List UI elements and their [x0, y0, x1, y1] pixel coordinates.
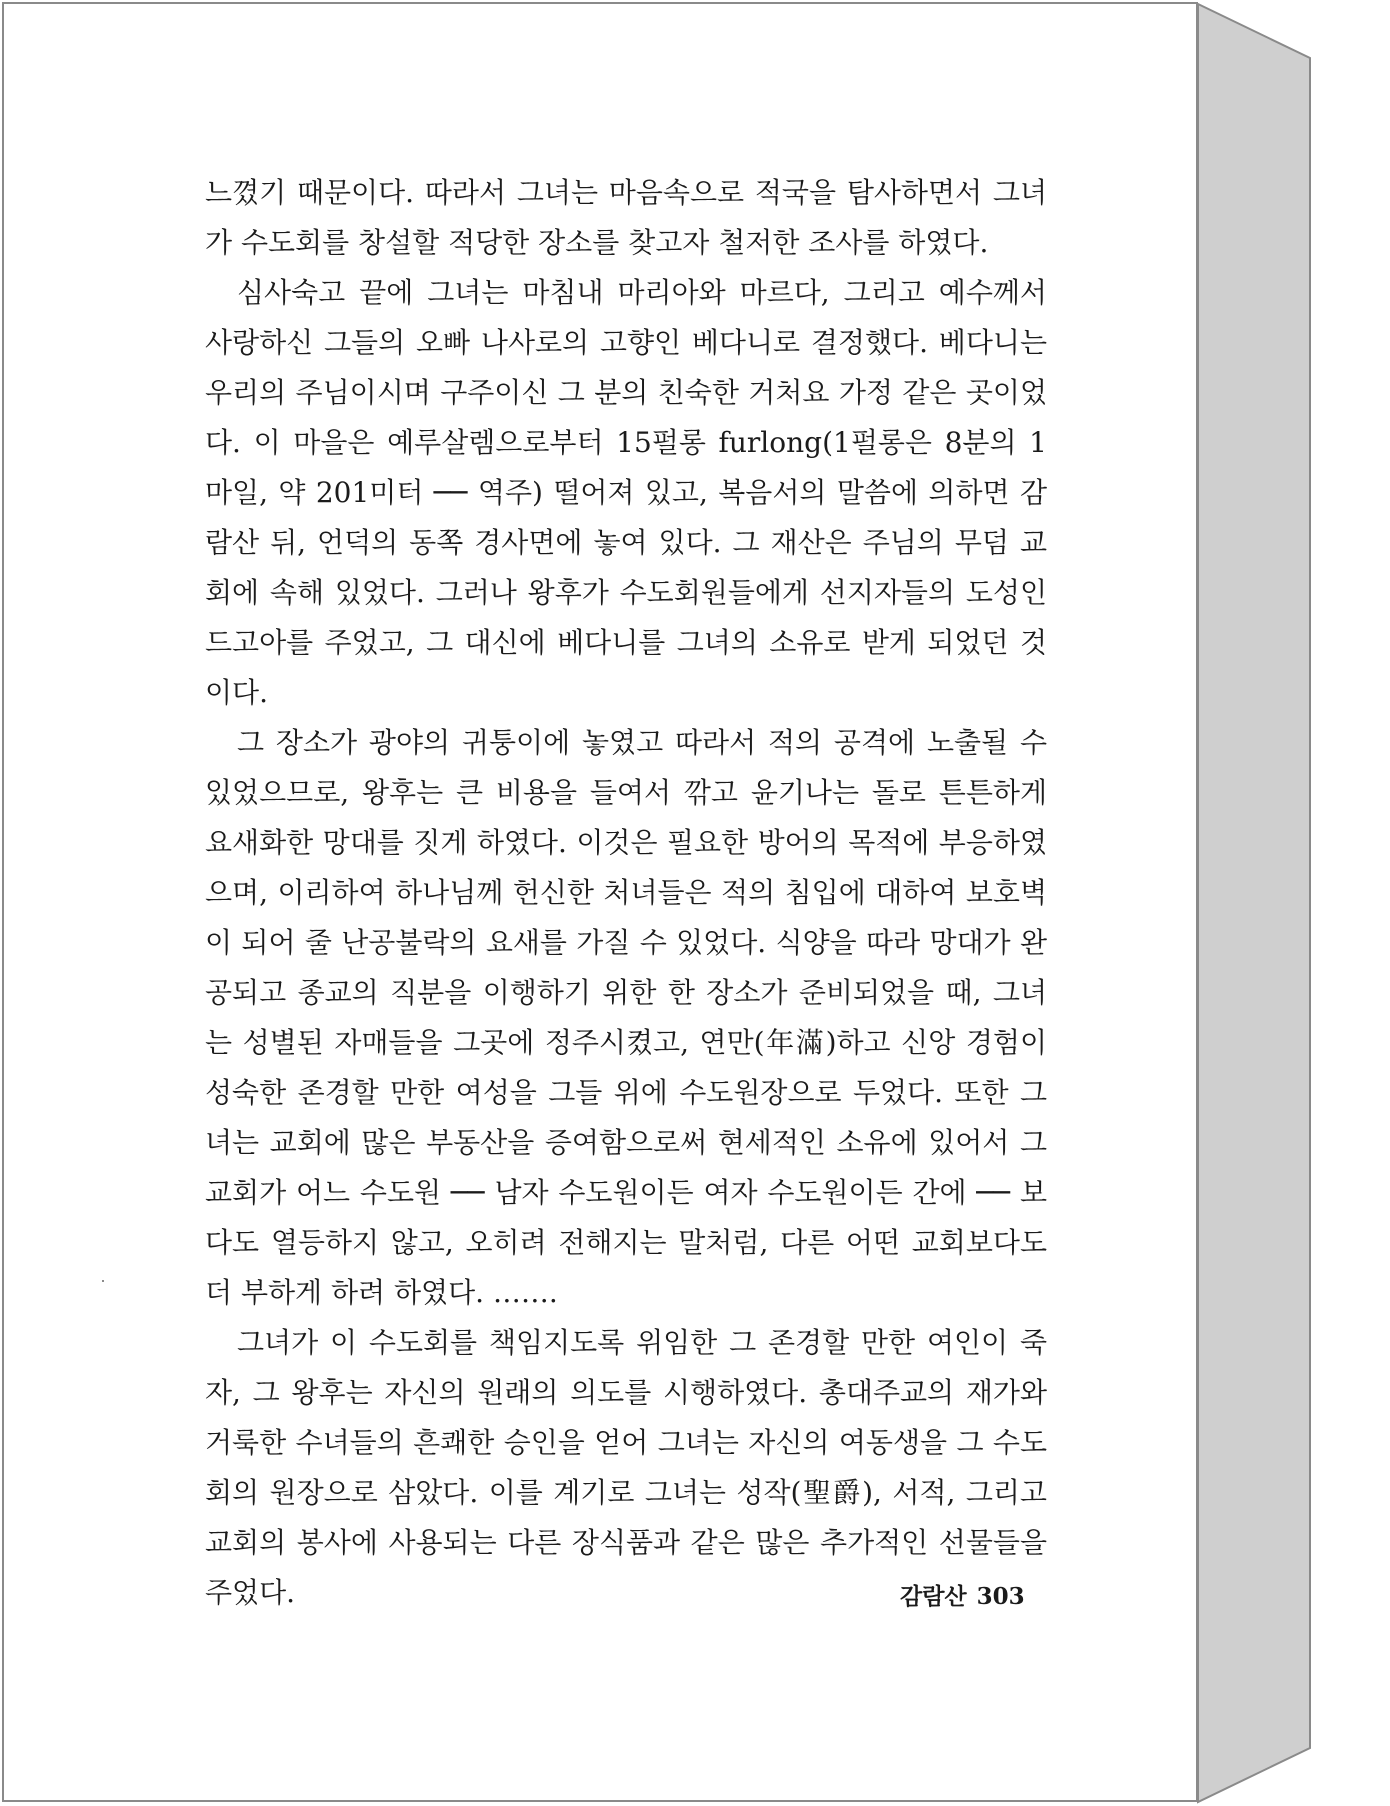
scan-speck [102, 1280, 104, 1282]
paragraph-1: 느꼈기 때문이다. 따라서 그녀는 마음속으로 적국을 탐사하면서 그녀가 수도회를 창설할 적당한 장소를 찾고자 철저한 조사를 하였다. [205, 176, 1047, 259]
paragraph-4: 그녀가 이 수도회를 책임지도록 위임한 그 존경할 만한 여인이 죽자, 그 왕후는 자신의 원래의 의도를 시행하였다. 총대주교의 재가와 거룩한 수녀들의 흔쾌한 승인을 얻어 그녀는 자신의 여동생을 그 수도회의 원장으로 삼았다. 이를 계기로 그녀는 성작(聖爵), 서적, 그리고 교회의 봉사에 사용되는 다른 장식품과 같은 많은 추가적인 선물들을 주었다. [205, 1326, 1047, 1609]
page-number: 303 [976, 1583, 1025, 1610]
paragraph-3: 그 장소가 광야의 귀퉁이에 놓였고 따라서 적의 공격에 노출될 수 있었으므로, 왕후는 큰 비용을 들여서 깎고 윤기나는 돌로 튼튼하게 요새화한 망대를 짓게 하였다. 이것은 필요한 방어의 목적에 부응하였으며, 이리하여 하나님께 헌신한 처녀들은 적의 침입에 대하여 보호벽이 되어 줄 난공불락의 요새를 가질 수 있었다. 식양을 따라 망대가 완공되고 종교의 직분을 이행하기 위한 한 장소가 준비되었을 때, 그녀는 성별된 자매들을 그곳에 정주시켰고, 연만(年滿)하고 신앙 경험이 성숙한 존경할 만한 여성을 그들 위에 수도원장으로 두었다. 또한 그녀는 교회에 많은 부동산을 증여함으로써 현세적인 소유에 있어서 그 교회가 어느 수도원 ── 남자 수도원이든 여자 수도원이든 간에 ── 보다도 열등하지 않고, 오히려 전해지는 말처럼, 다른 어떤 교회보다도 더 부하게 하려 하였다. ……. [205, 726, 1047, 1309]
body-text [205, 168, 1047, 1618]
page-footer [900, 1578, 1025, 1611]
paragraph-2: 심사숙고 끝에 그녀는 마침내 마리아와 마르다, 그리고 예수께서 사랑하신 그들의 오빠 나사로의 고향인 베다니로 결정했다. 베다니는 우리의 주님이시며 구주이신 그 분의 친숙한 거처요 가정 같은 곳이었다. 이 마을은 예루살렘으로부터 15펄롱 furlong(1펄롱은 8분의 1마일, 약 201미터 ── 역주) 떨어져 있고, 복음서의 말씀에 의하면 감람산 뒤, 언덕의 동쪽 경사면에 놓여 있다. 그 재산은 주님의 무덤 교회에 속해 있었다. 그러나 왕후가 수도회원들에게 선지자들의 도성인 드고아를 주었고, 그 대신에 베다니를 그녀의 소유로 받게 되었던 것이다. [205, 276, 1047, 709]
running-title: 감람산 [900, 1584, 967, 1610]
